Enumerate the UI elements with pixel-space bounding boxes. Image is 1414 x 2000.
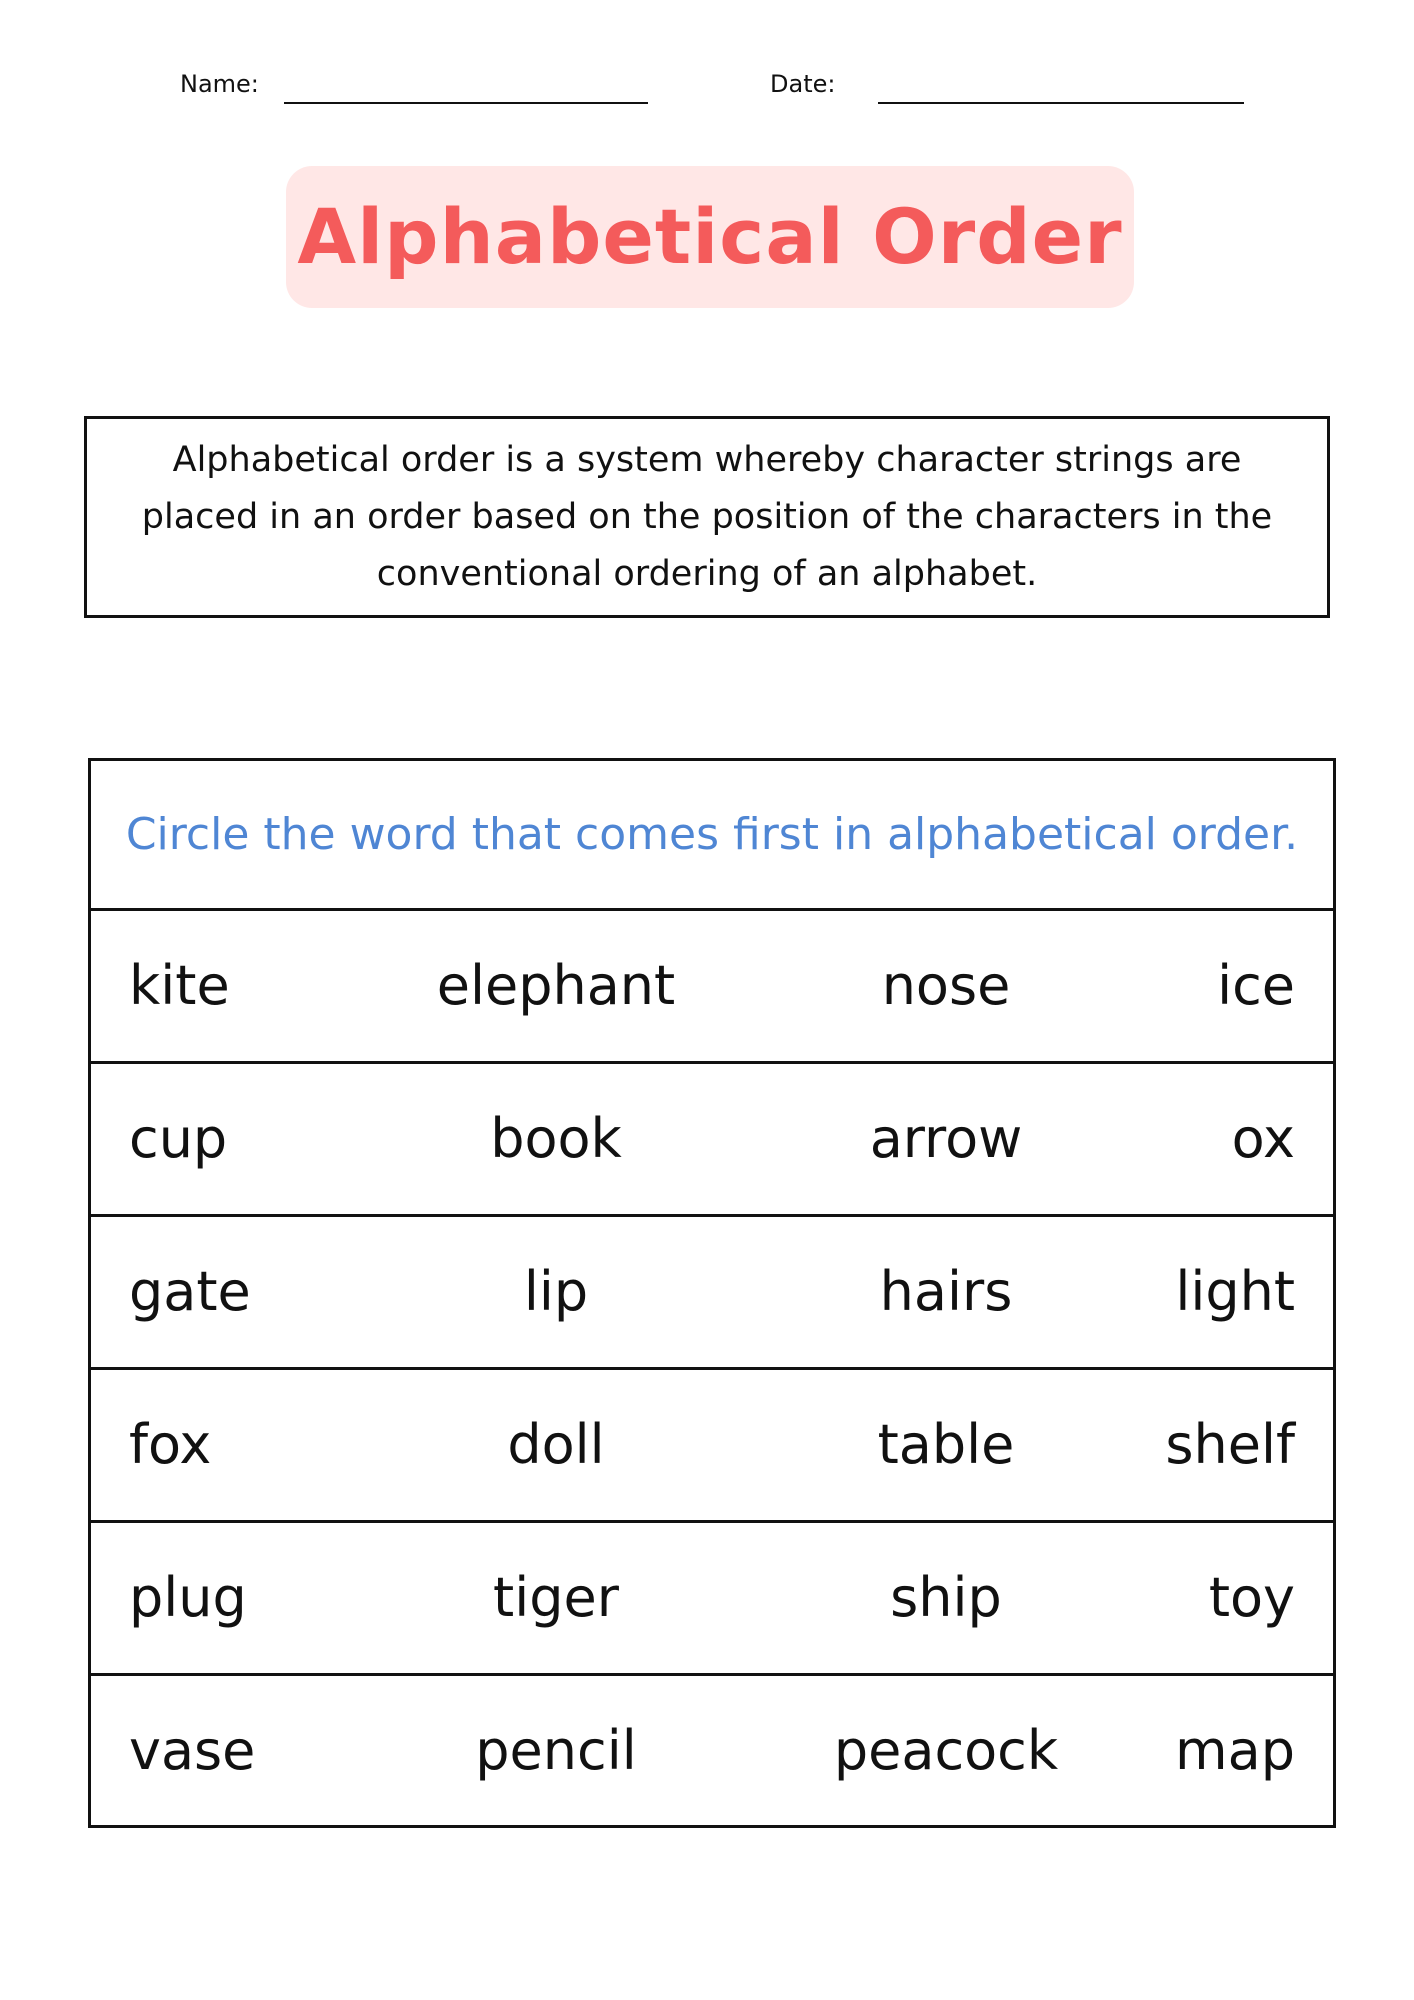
word-option[interactable]: doll [507, 1413, 605, 1476]
word-option[interactable]: ship [890, 1566, 1002, 1629]
date-field[interactable] [770, 68, 1250, 108]
date-label: Date: [770, 70, 836, 98]
definition-text: Alphabetical order is a system whereby character strings are placed in an order based on the position of the characters in the conventional ordering of an alphabet. [141, 439, 1273, 594]
word-option[interactable]: tiger [493, 1566, 619, 1629]
word-option[interactable]: lip [523, 1260, 589, 1323]
word-row [91, 1676, 1333, 1829]
word-option[interactable]: pencil [475, 1719, 637, 1782]
word-row [91, 1217, 1333, 1370]
word-option[interactable]: fox [129, 1413, 212, 1476]
instruction-row [91, 761, 1333, 911]
word-option[interactable]: vase [129, 1719, 256, 1782]
instruction-text: Circle the word that comes first in alphabetical order. [125, 809, 1299, 860]
word-row [91, 1370, 1333, 1523]
word-option[interactable]: toy [1208, 1566, 1295, 1629]
word-option[interactable]: kite [129, 954, 230, 1017]
word-row [91, 1523, 1333, 1676]
word-option[interactable]: shelf [1165, 1413, 1295, 1476]
word-option[interactable]: peacock [833, 1719, 1059, 1782]
name-field[interactable] [180, 68, 660, 108]
name-write-line[interactable] [284, 102, 648, 104]
word-option[interactable]: cup [129, 1107, 228, 1170]
word-option[interactable]: ice [1217, 954, 1295, 1017]
name-label: Name: [180, 70, 259, 98]
word-row [91, 1064, 1333, 1217]
word-option[interactable]: table [877, 1413, 1015, 1476]
date-write-line[interactable] [878, 102, 1244, 104]
word-option[interactable]: light [1175, 1260, 1295, 1323]
word-option[interactable]: arrow [869, 1107, 1023, 1170]
word-option[interactable]: hairs [879, 1260, 1013, 1323]
word-option[interactable]: book [490, 1107, 622, 1170]
word-option[interactable]: plug [129, 1566, 247, 1629]
title-banner [286, 166, 1134, 308]
definition-box [84, 416, 1330, 618]
word-option[interactable]: ox [1231, 1107, 1295, 1170]
word-table [88, 758, 1336, 1828]
word-row [91, 911, 1333, 1064]
page-title: Alphabetical Order [297, 192, 1123, 281]
word-option[interactable]: nose [881, 954, 1011, 1017]
word-option[interactable]: gate [129, 1260, 251, 1323]
word-option[interactable]: elephant [436, 954, 676, 1017]
word-option[interactable]: map [1175, 1719, 1295, 1782]
